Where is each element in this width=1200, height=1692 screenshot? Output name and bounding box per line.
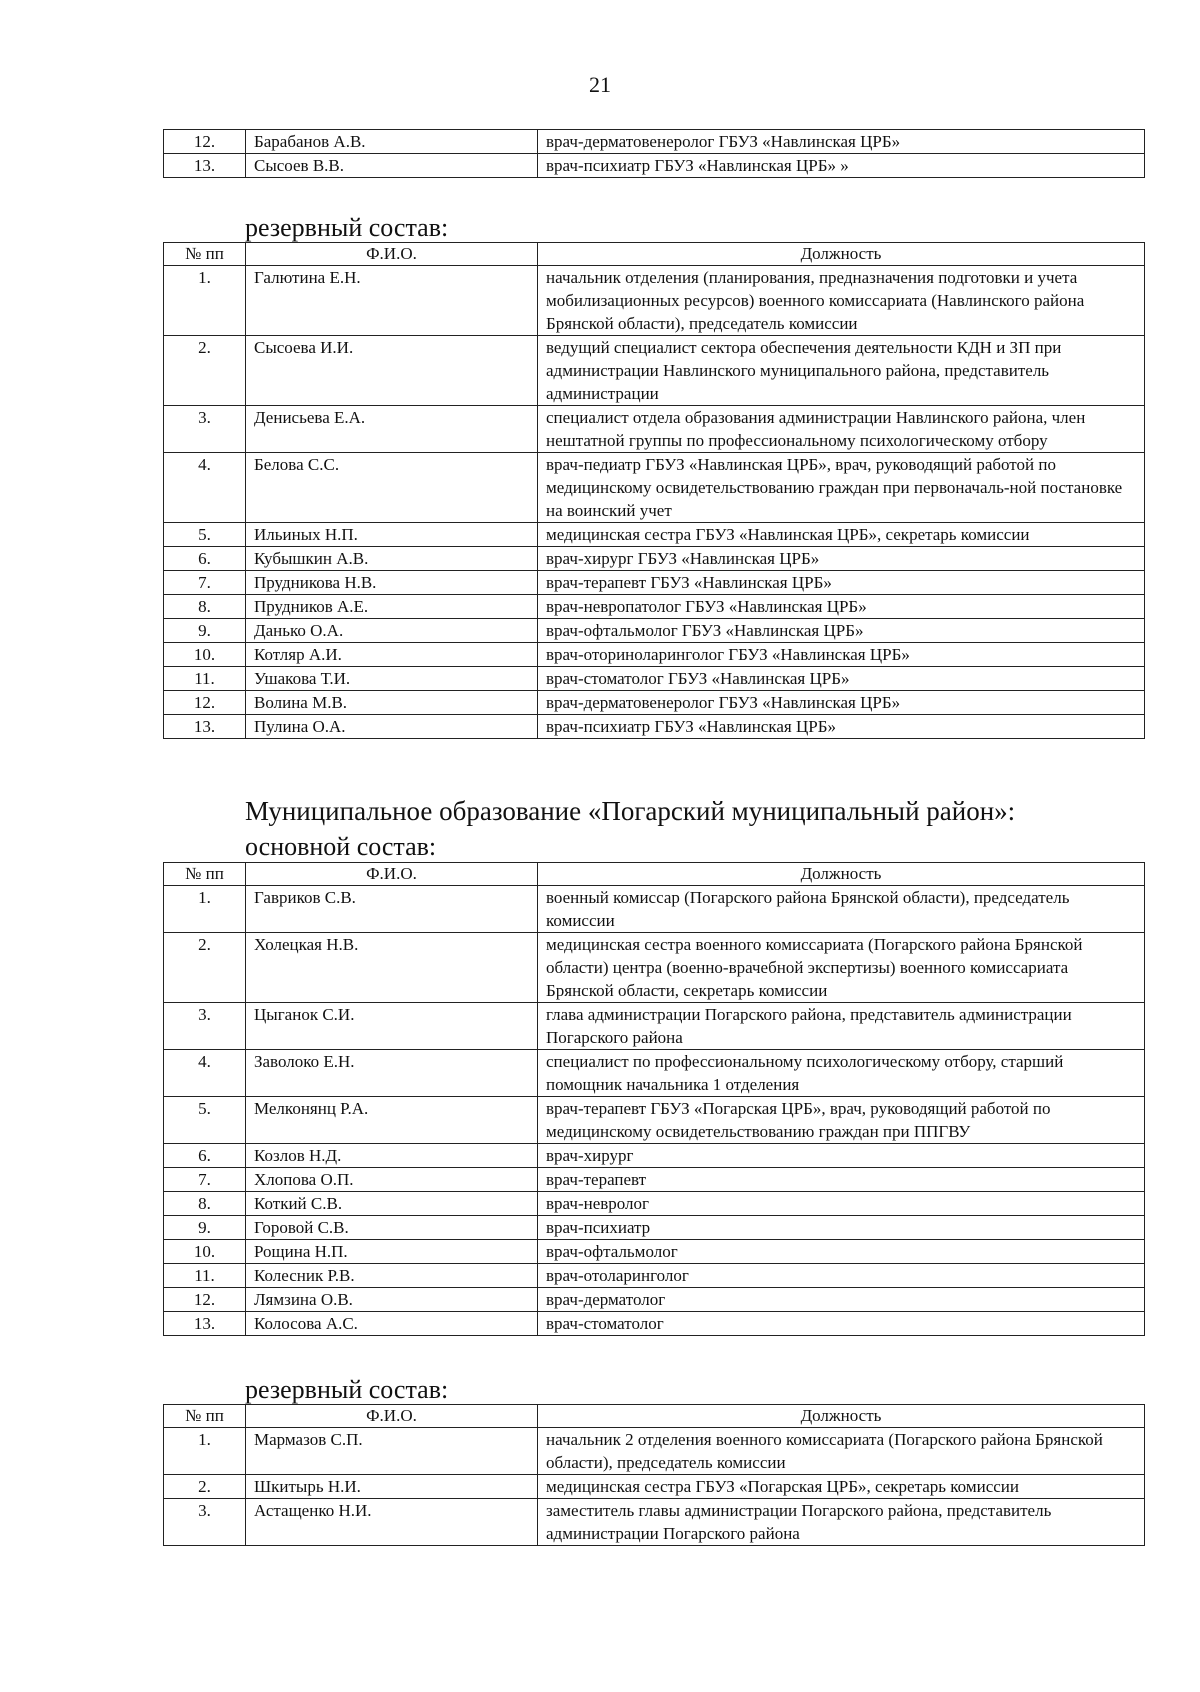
cell-position: врач-терапевт ГБУЗ «Погарская ЦРБ», врач, руководящий работой по медицинскому освидетельствованию граждан при ППГВУ [538,1097,1145,1144]
cell-num: 9. [164,1216,246,1240]
cell-num: 5. [164,1097,246,1144]
cell-num: 13. [164,1312,246,1336]
table-row [164,1216,1145,1240]
cell-num: 6. [164,547,246,571]
municipality-heading: Муниципальное образование «Погарский муниципальный район»: [245,796,1016,826]
table-row [164,266,1145,336]
table-row [164,154,1145,178]
cell-position: медицинская сестра военного комиссариата (Погарского района Брянской области) центра (военно-врачебной экспертизы) военного комиссариата Брянской области, секретарь комиссии [538,933,1145,1003]
cell-position: заместитель главы администрации Погарского района, представитель администрации Погарского района [538,1499,1145,1546]
table-row [164,1475,1145,1499]
cell-position: врач-психиатр ГБУЗ «Навлинская ЦРБ» [538,715,1145,739]
table-row [164,1168,1145,1192]
table-row [164,691,1145,715]
cell-num: 1. [164,266,246,336]
cell-num: 5. [164,523,246,547]
cell-position: врач-невропатолог ГБУЗ «Навлинская ЦРБ» [538,595,1145,619]
table-row [164,1050,1145,1097]
navlinsky-reserve-table [163,242,1145,739]
section-heading-main: основной состав: [245,832,437,861]
table-row [164,667,1145,691]
table-row [164,1428,1145,1475]
cell-position: ведущий специалист сектора обеспечения деятельности КДН и ЗП при администрации Навлинского муниципального района, представитель администрации [538,336,1145,406]
cell-name: Денисьева Е.А. [246,406,538,453]
table-header-row [164,243,1145,266]
cell-position: врач-терапевт ГБУЗ «Навлинская ЦРБ» [538,571,1145,595]
pogarsky-main-table [163,862,1145,1336]
cell-position: врач-оториноларинголог ГБУЗ «Навлинская ЦРБ» [538,643,1145,667]
cell-name: Горовой С.В. [246,1216,538,1240]
cell-name: Рощина Н.П. [246,1240,538,1264]
table-row [164,1192,1145,1216]
cell-name: Лямзина О.В. [246,1288,538,1312]
pogarsky-reserve-table [163,1404,1145,1546]
table-row [164,1097,1145,1144]
header-position: Должность [538,1405,1145,1428]
table-body [164,1428,1145,1546]
cell-name: Галютина Е.Н. [246,266,538,336]
cell-position: врач-дерматолог [538,1288,1145,1312]
cell-num: 2. [164,336,246,406]
header-name: Ф.И.О. [246,863,538,886]
cell-num: 4. [164,453,246,523]
cell-name: Ушакова Т.И. [246,667,538,691]
cell-name: Мармазов С.П. [246,1428,538,1475]
cell-name: Хлопова О.П. [246,1168,538,1192]
cell-name: Заволоко Е.Н. [246,1050,538,1097]
cell-name: Астащенко Н.И. [246,1499,538,1546]
table-row [164,1144,1145,1168]
cell-num: 4. [164,1050,246,1097]
cell-position: глава администрации Погарского района, представитель администрации Погарского района [538,1003,1145,1050]
table-row [164,453,1145,523]
cell-position: специалист отдела образования администрации Навлинского района, член нештатной группы по профессиональному психологическому отбору [538,406,1145,453]
table-row [164,1499,1145,1546]
table-row [164,933,1145,1003]
cell-position: специалист по профессиональному психологическому отбору, старший помощник начальника 1 отделения [538,1050,1145,1097]
table-row [164,523,1145,547]
table-row [164,595,1145,619]
cell-num: 12. [164,691,246,715]
table-row [164,643,1145,667]
header-name: Ф.И.О. [246,243,538,266]
cell-name: Козлов Н.Д. [246,1144,538,1168]
cell-name: Барабанов А.В. [246,130,538,154]
cell-position: врач-стоматолог ГБУЗ «Навлинская ЦРБ» [538,667,1145,691]
cell-num: 7. [164,571,246,595]
cell-num: 12. [164,130,246,154]
cell-num: 13. [164,715,246,739]
header-num: № пп [164,863,246,886]
cell-num: 11. [164,667,246,691]
cell-name: Прудников А.Е. [246,595,538,619]
cell-name: Цыганок С.И. [246,1003,538,1050]
table-row [164,406,1145,453]
cell-position: военный комиссар (Погарского района Брянской области), председатель комиссии [538,886,1145,933]
cell-name: Шкитырь Н.И. [246,1475,538,1499]
cell-position: врач-хирург ГБУЗ «Навлинская ЦРБ» [538,547,1145,571]
header-num: № пп [164,243,246,266]
table-row [164,1288,1145,1312]
cell-num: 10. [164,643,246,667]
table-row [164,571,1145,595]
cell-name: Колосова А.С. [246,1312,538,1336]
cell-num: 11. [164,1264,246,1288]
cell-position: врач-психиатр ГБУЗ «Навлинская ЦРБ» » [538,154,1145,178]
table-body [164,886,1145,1336]
cell-num: 3. [164,406,246,453]
cell-position: врач-терапевт [538,1168,1145,1192]
header-name: Ф.И.О. [246,1405,538,1428]
cell-name: Волина М.В. [246,691,538,715]
header-position: Должность [538,863,1145,886]
continuation-table [163,129,1145,178]
cell-num: 8. [164,595,246,619]
cell-name: Колесник Р.В. [246,1264,538,1288]
cell-num: 3. [164,1499,246,1546]
table-row [164,547,1145,571]
table-row [164,619,1145,643]
cell-position: врач-отоларинголог [538,1264,1145,1288]
cell-position: начальник 2 отделения военного комиссариата (Погарского района Брянской области), председатель комиссии [538,1428,1145,1475]
table-row [164,1312,1145,1336]
cell-num: 10. [164,1240,246,1264]
cell-position: медицинская сестра ГБУЗ «Навлинская ЦРБ», секретарь комиссии [538,523,1145,547]
page-number: 21 [589,72,611,97]
cell-name: Ильиных Н.П. [246,523,538,547]
table-row [164,715,1145,739]
cell-name: Гавриков С.В. [246,886,538,933]
cell-name: Белова С.С. [246,453,538,523]
table-row [164,886,1145,933]
cell-position: медицинская сестра ГБУЗ «Погарская ЦРБ», секретарь комиссии [538,1475,1145,1499]
cell-num: 3. [164,1003,246,1050]
table-header-row [164,863,1145,886]
cell-num: 2. [164,1475,246,1499]
table-body [164,130,1145,178]
cell-name: Сысоева И.И. [246,336,538,406]
cell-name: Кубышкин А.В. [246,547,538,571]
cell-name: Холецкая Н.В. [246,933,538,1003]
cell-position: врач-офтальмолог [538,1240,1145,1264]
cell-num: 1. [164,1428,246,1475]
cell-name: Мелконянц Р.А. [246,1097,538,1144]
cell-position: врач-хирург [538,1144,1145,1168]
table-row [164,1240,1145,1264]
cell-position: врач-офтальмолог ГБУЗ «Навлинская ЦРБ» [538,619,1145,643]
table-header-row [164,1405,1145,1428]
cell-num: 9. [164,619,246,643]
cell-position: начальник отделения (планирования, предназначения подготовки и учета мобилизационных ресурсов) военного комиссариата (Навлинского района Брянской области), председатель комиссии [538,266,1145,336]
cell-name: Данько О.А. [246,619,538,643]
cell-num: 8. [164,1192,246,1216]
cell-name: Коткий С.В. [246,1192,538,1216]
cell-num: 1. [164,886,246,933]
cell-num: 6. [164,1144,246,1168]
table-body [164,266,1145,739]
cell-num: 13. [164,154,246,178]
cell-position: врач-дерматовенеролог ГБУЗ «Навлинская ЦРБ» [538,691,1145,715]
cell-name: Пулина О.А. [246,715,538,739]
header-num: № пп [164,1405,246,1428]
table-row [164,1264,1145,1288]
table-row [164,1003,1145,1050]
cell-position: врач-стоматолог [538,1312,1145,1336]
table-row [164,130,1145,154]
cell-num: 2. [164,933,246,1003]
cell-name: Котляр А.И. [246,643,538,667]
cell-name: Прудникова Н.В. [246,571,538,595]
section-heading-reserve: резервный состав: [245,1375,449,1404]
cell-name: Сысоев В.В. [246,154,538,178]
header-position: Должность [538,243,1145,266]
table-row [164,336,1145,406]
cell-num: 7. [164,1168,246,1192]
cell-position: врач-невролог [538,1192,1145,1216]
cell-position: врач-дерматовенеролог ГБУЗ «Навлинская ЦРБ» [538,130,1145,154]
cell-position: врач-педиатр ГБУЗ «Навлинская ЦРБ», врач, руководящий работой по медицинскому освидетельствованию граждан при первоначаль-ной постановке на воинский учет [538,453,1145,523]
cell-position: врач-психиатр [538,1216,1145,1240]
cell-num: 12. [164,1288,246,1312]
section-heading-reserve: резервный состав: [245,213,449,242]
